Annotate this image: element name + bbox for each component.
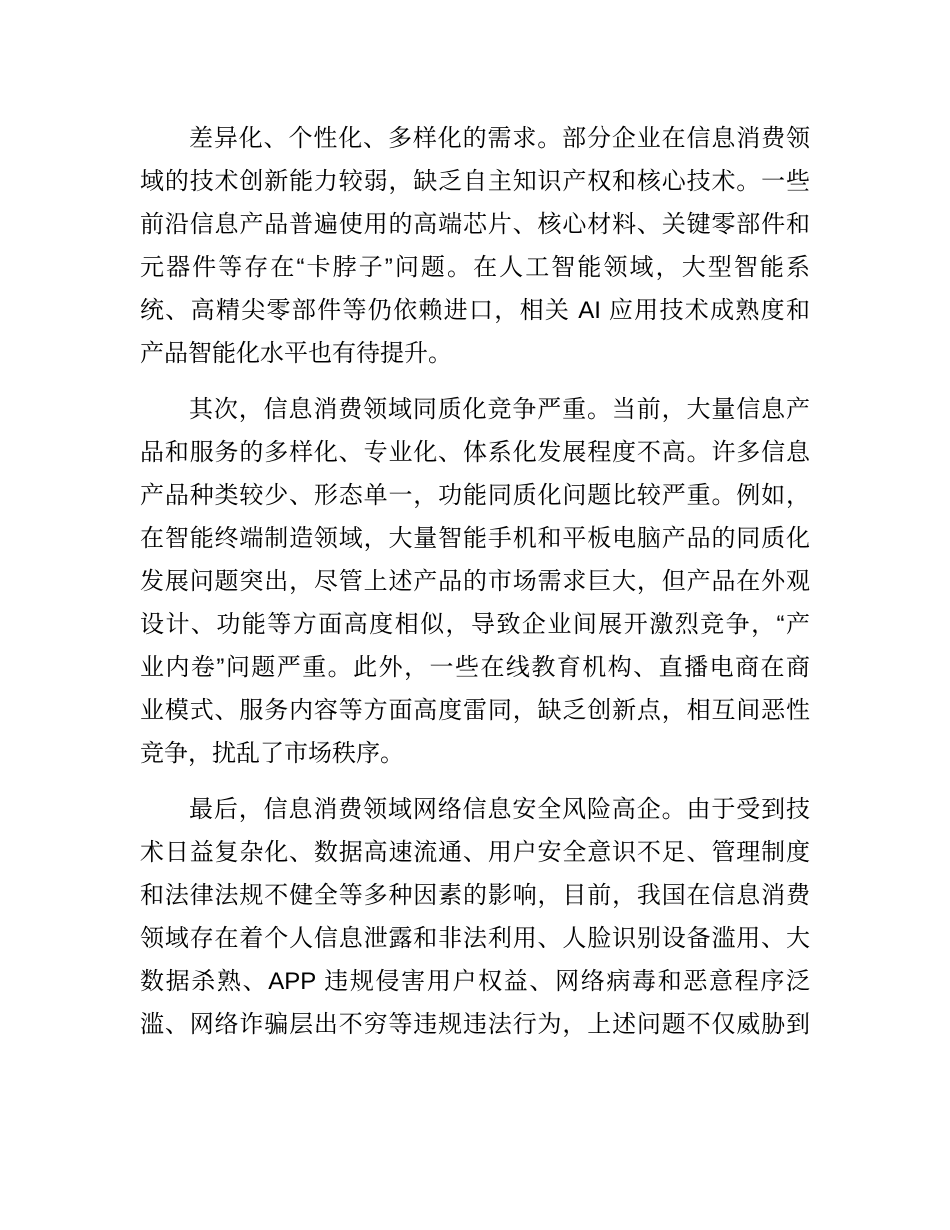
text-line: 数据杀熟、APP 违规侵害用户权益、网络病毒和恶意程序泛 (140, 968, 810, 995)
text-line: 设计、功能等方面高度相似，导致企业间展开激烈竞争，“产 (140, 611, 810, 638)
paragraph (140, 388, 810, 775)
text-line: 差异化、个性化、多样化的需求。部分企业在信息消费领 (189, 125, 810, 152)
text-line: 业模式、服务内容等方面高度雷同，缺乏创新点，相互间恶性 (140, 697, 810, 724)
text-line: 发展问题突出，尽管上述产品的市场需求巨大，但产品在外观 (140, 568, 810, 595)
text-line: 元器件等存在“卡脖子”问题。在人工智能领域，大型智能系 (140, 254, 810, 281)
document-body (140, 117, 810, 1046)
text-line: 产品智能化水平也有待提升。 (140, 340, 452, 367)
text-line: 竞争，扰乱了市场秩序。 (140, 740, 404, 767)
text-line: 产品种类较少、形态单一，功能同质化问题比较严重。例如， (140, 482, 810, 509)
text-line: 最后，信息消费领域网络信息安全风险高企。由于受到技 (189, 796, 810, 823)
text-line: 领域存在着个人信息泄露和非法利用、人脸识别设备滥用、大 (140, 925, 810, 952)
text-line: 品和服务的多样化、专业化、体系化发展程度不高。许多信息 (140, 439, 810, 466)
text-line: 域的技术创新能力较弱，缺乏自主知识产权和核心技术。一些 (140, 168, 810, 195)
paragraph (140, 788, 810, 1046)
text-line: 术日益复杂化、数据高速流通、用户安全意识不足、管理制度 (140, 839, 810, 866)
text-line: 其次，信息消费领域同质化竞争严重。当前，大量信息产 (189, 396, 810, 423)
text-line: 和法律法规不健全等多种因素的影响，目前，我国在信息消费 (140, 882, 810, 909)
text-line: 前沿信息产品普遍使用的高端芯片、核心材料、关键零部件和 (140, 211, 810, 238)
text-line: 统、高精尖零部件等仍依赖进口，相关 AI 应用技术成熟度和 (140, 297, 810, 324)
text-line: 滥、网络诈骗层出不穷等违规违法行为，上述问题不仅威胁到 (140, 1011, 810, 1038)
text-line: 在智能终端制造领域，大量智能手机和平板电脑产品的同质化 (140, 525, 810, 552)
paragraph (140, 117, 810, 375)
text-line: 业内卷”问题严重。此外，一些在线教育机构、直播电商在商 (140, 654, 810, 681)
